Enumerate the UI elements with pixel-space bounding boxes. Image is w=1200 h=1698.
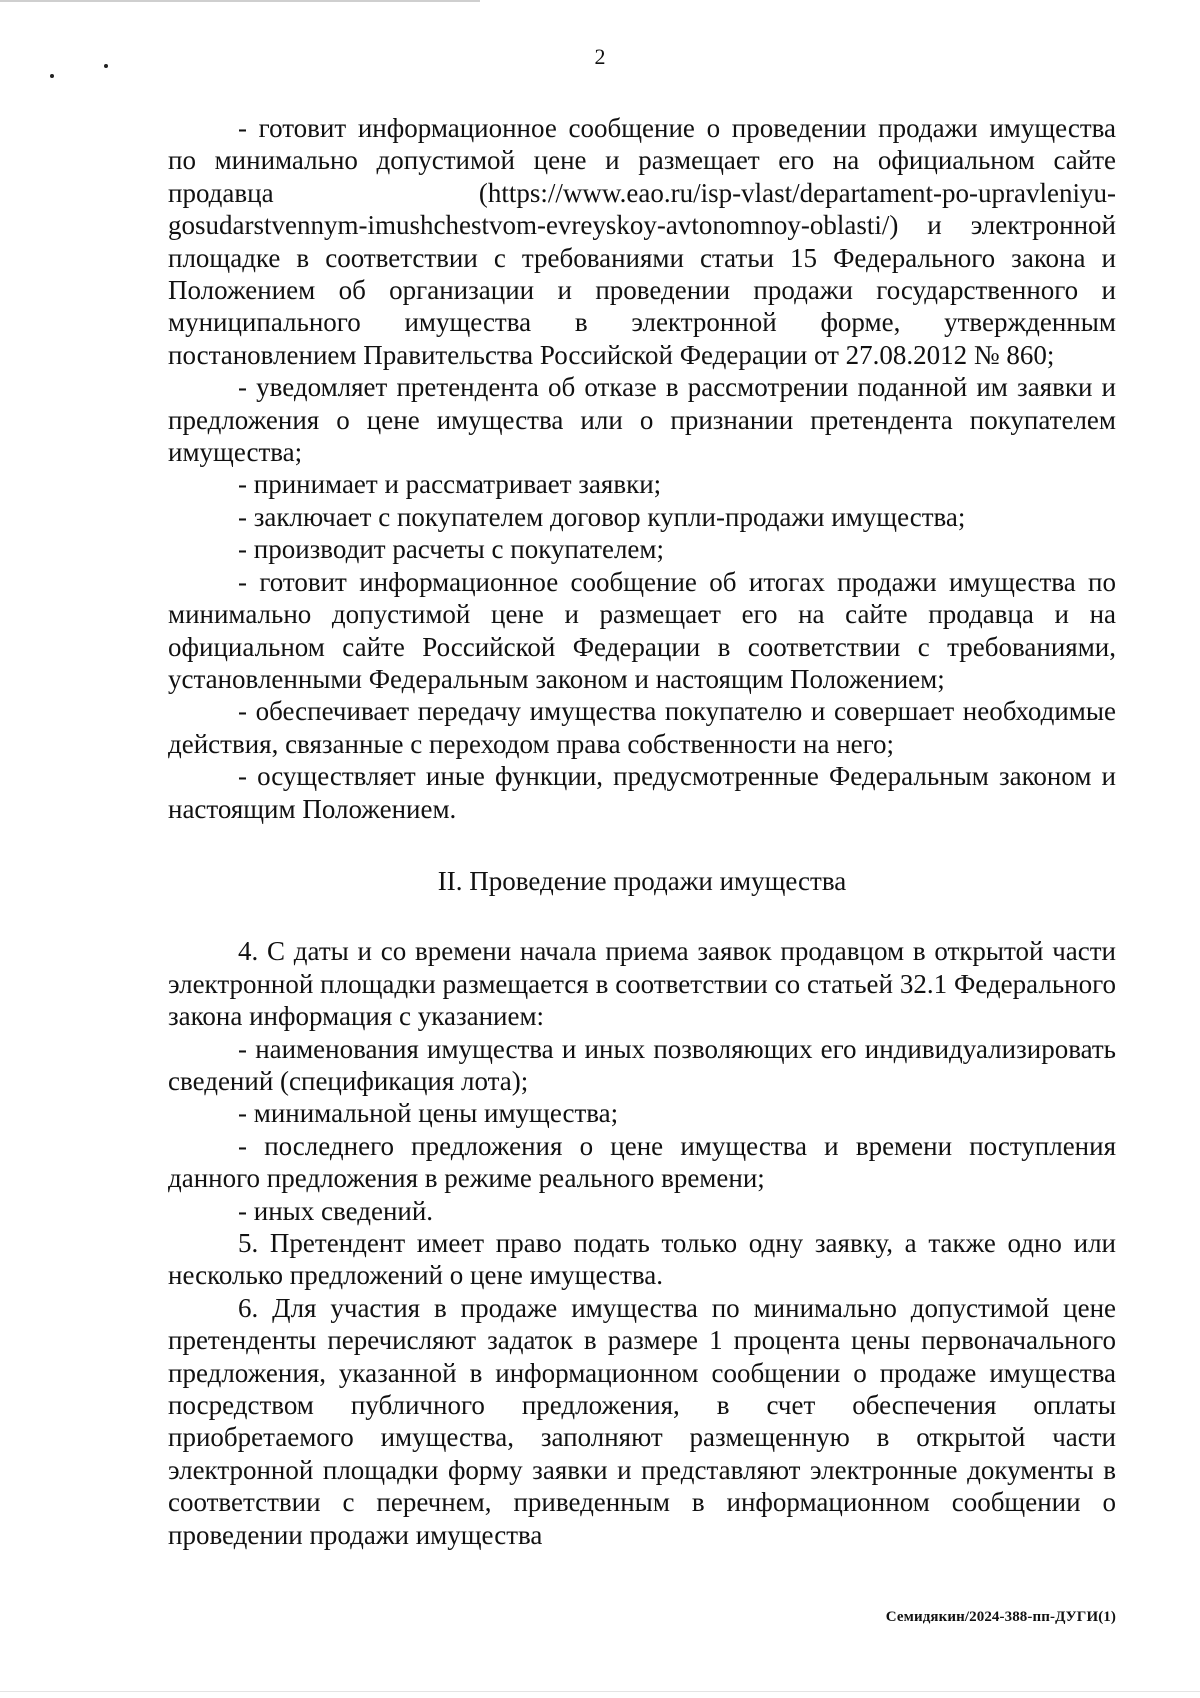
duty-item: - заключает с покупателем договор купли-продажи имущества; xyxy=(238,501,966,532)
section-heading: II. Проведение продажи имущества xyxy=(437,865,847,896)
section-paragraph: - последнего предложения о цене имущества и времени поступления данного предложения в режиме реального времени; xyxy=(168,1130,1116,1194)
section-paragraph: - наименования имущества и иных позволяющих его индивидуализировать сведений (спецификация лота); xyxy=(168,1033,1116,1096)
duty-item: - уведомляет претендента об отказе в рассмотрении поданной им заявки и предложения о цене имущества или о признании претендента покупателем имущества; xyxy=(168,372,1116,468)
scan-bottom-edge xyxy=(0,1691,1200,1692)
section-paragraph: 4. С даты и со времени начала приема заявок продавцом в открытой части электронной площадки размещается в соответствии со статьей 32.1 Федерального закона информация с указанием: xyxy=(168,936,1116,1032)
section-paragraph: 5. Претендент имеет право подать только одну заявку, а также одно или несколько предложений о цене имущества. xyxy=(168,1228,1116,1291)
document-reference-footer: Семидякин/2024-388-пп-ДУГИ(1) xyxy=(885,1609,1116,1625)
duty-item: - производит расчеты с покупателем; xyxy=(238,534,664,565)
duty-item: - обеспечивает передачу имущества покупателю и совершает необходимые действия, связанные с переходом права собственности на него; xyxy=(168,696,1116,759)
duty-item: - осуществляет иные функции, предусмотренные Федеральным законом и настоящим Положением. xyxy=(168,761,1116,824)
duty-item: - готовит информационное сообщение о проведении продажи имущества по минимально допустимой цене и размещает его на официальном сайте продавца (https://www.eao.ru/isp-vlast/departament-po-upravleniyu-gosudarstvennym-imushchestvom-evreyskoy-avtonomnoy-oblasti/) и электронной площадке в соответствии с требованиями статьи 15 Федерального закона и Положением об организации и проведении продажи государственного и муниципального имущества в электронной форме, утвержденным постановлением Правительства Российской Федерации от 27.08.2012 № 860; xyxy=(168,113,1116,370)
section-paragraph: - минимальной цены имущества; xyxy=(238,1098,619,1129)
document-body xyxy=(168,112,1116,1551)
duty-item: - готовит информационное сообщение об итогах продажи имущества по минимально допустимой цене и размещает его на сайте продавца и на официальном сайте Российской Федерации в соответствии с требованиями, установленными Федеральным законом и настоящим Положением; xyxy=(168,566,1116,694)
section-paragraph: - иных сведений. xyxy=(238,1195,434,1226)
scan-speck xyxy=(50,74,54,78)
page-number: 2 xyxy=(594,44,606,69)
section-paragraph: 6. Для участия в продаже имущества по минимально допустимой цене претенденты перечисляют задаток в размере 1 процента цены первоначального предложения, указанной в информационном сообщении о продаже имущества посредством публичного предложения, в счет обеспечения оплаты приобретаемого имущества, заполняют размещенную в открытой части электронной площадки форму заявки и представляют электронные документы в соответствии с перечнем, приведенным в информационном сообщении о проведении продажи имущества xyxy=(168,1292,1116,1550)
duty-item: - принимает и рассматривает заявки; xyxy=(238,469,662,500)
scan-top-edge xyxy=(0,0,480,2)
